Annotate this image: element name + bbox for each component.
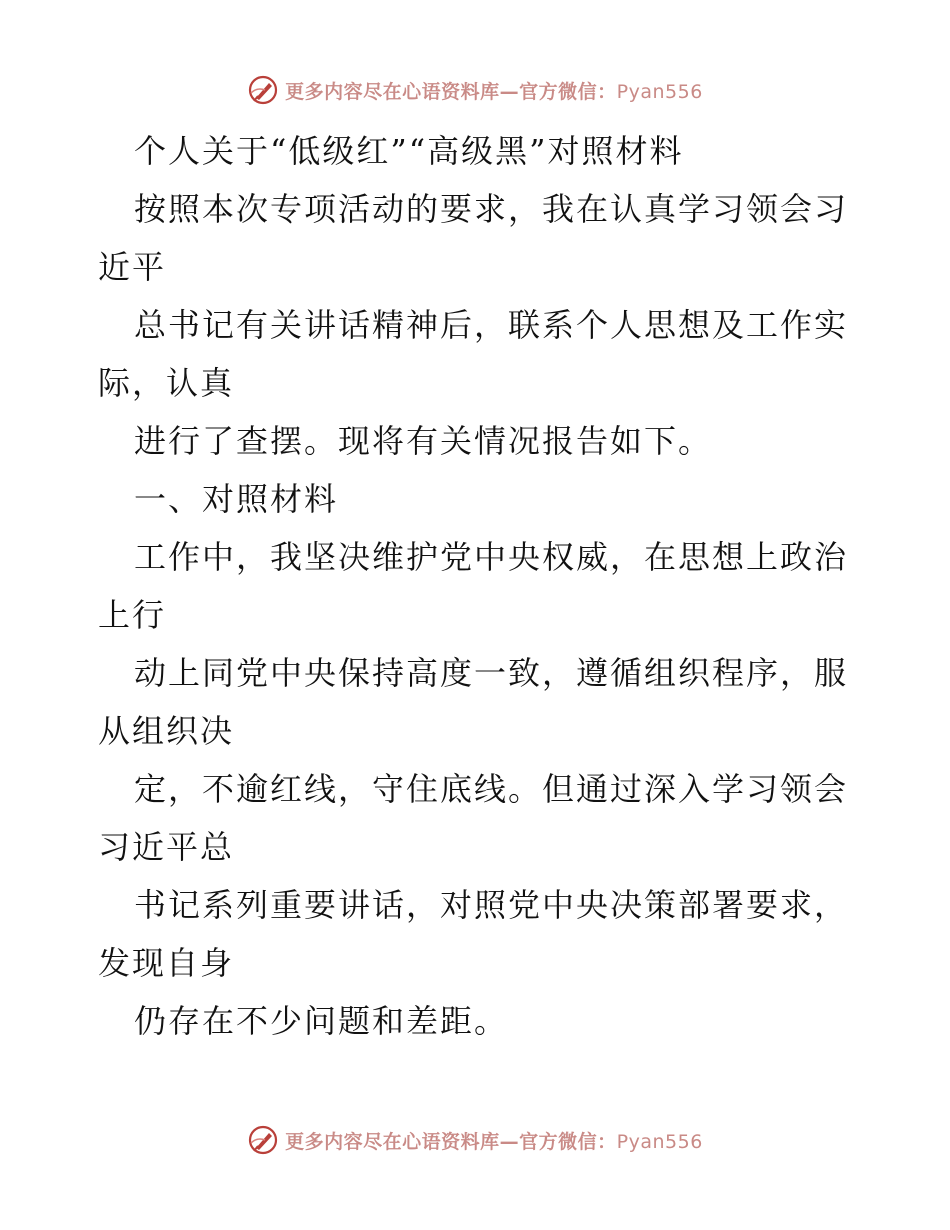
- text-line: 进行了查摆。现将有关情况报告如下。: [134, 422, 713, 460]
- header-banner: [0, 70, 950, 110]
- text-line: 际，认真: [98, 364, 235, 402]
- text-line: 从组织决: [98, 712, 235, 750]
- footer-wechat-id: Pyan556: [616, 1130, 703, 1153]
- text-line: 近平: [98, 248, 167, 286]
- header-wechat-id: Pyan556: [616, 80, 703, 103]
- quill-pen-icon: [247, 1124, 279, 1156]
- text-line: 上行: [98, 596, 167, 634]
- text-line: 书记系列重要讲话，对照党中央决策部署要求，: [134, 886, 849, 924]
- text-line: 按照本次专项活动的要求，我在认真学习领会习: [134, 190, 849, 228]
- footer-banner: [0, 1120, 950, 1160]
- text-line: 定，不逾红线，守住底线。但通过深入学习领会: [134, 770, 849, 808]
- text-line: 仍存在不少问题和差距。: [134, 1002, 509, 1040]
- footer-banner-text: [285, 1127, 703, 1154]
- text-line: 习近平总: [98, 828, 235, 866]
- text-line: 个人关于“低级红”“高级黑”对照材料: [134, 132, 684, 170]
- text-line: 一、对照材料: [134, 480, 339, 518]
- header-banner-text: [285, 77, 703, 104]
- document-body: [98, 122, 858, 1050]
- text-line: 总书记有关讲话精神后，联系个人思想及工作实: [134, 306, 849, 344]
- header-banner-slogan: 更多内容尽在心语资料库—官方微信：: [285, 80, 617, 103]
- quill-pen-icon: [247, 74, 279, 106]
- text-line: 发现自身: [98, 944, 235, 982]
- footer-banner-slogan: 更多内容尽在心语资料库—官方微信：: [285, 1130, 617, 1153]
- text-line: 工作中，我坚决维护党中央权威，在思想上政治: [134, 538, 849, 576]
- text-line: 动上同党中央保持高度一致，遵循组织程序，服: [134, 654, 849, 692]
